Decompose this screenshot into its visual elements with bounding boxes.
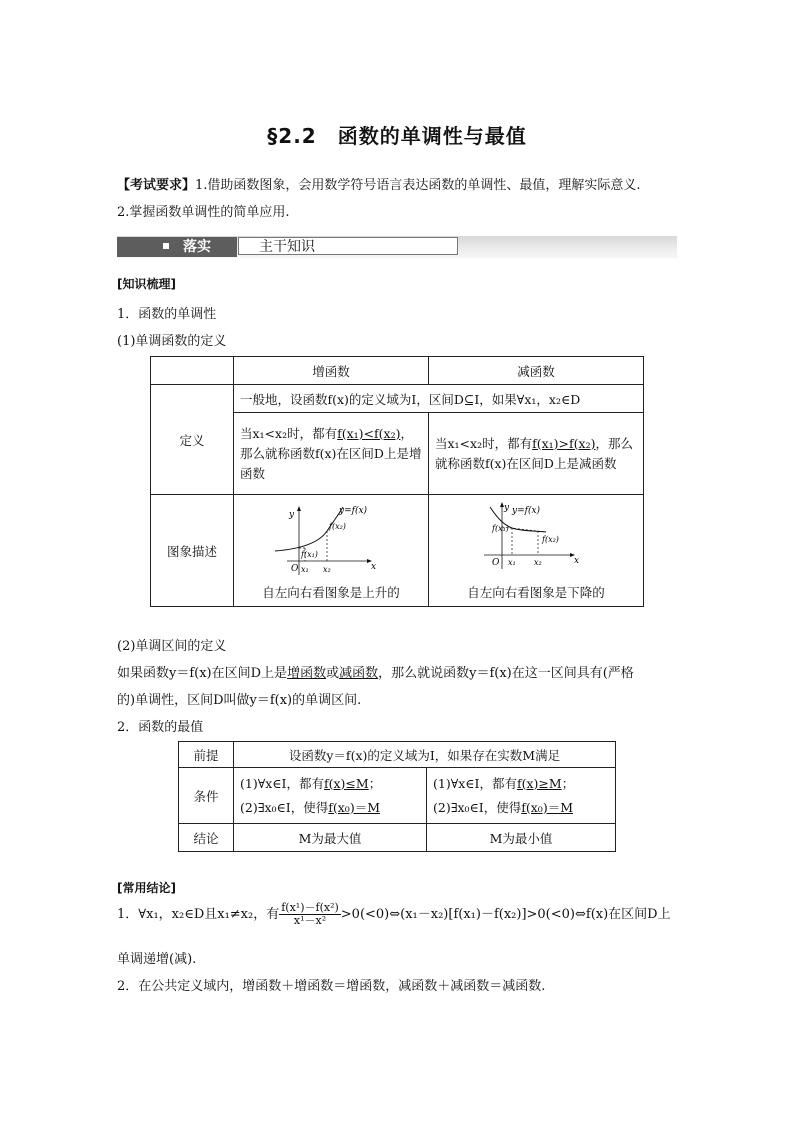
max2-u: f(x₀)＝M xyxy=(328,799,380,815)
min-cond-1 xyxy=(433,772,609,796)
row-graph-label: 图象描述 xyxy=(151,495,234,607)
min-conditions xyxy=(427,768,616,824)
banner-light: 主干知识 xyxy=(238,237,458,255)
banner-dark xyxy=(117,237,237,257)
interval-paragraph-line1 xyxy=(117,662,634,681)
inc-fx1: f(x₁) xyxy=(301,549,318,559)
premise-label: 前提 xyxy=(179,742,234,768)
interval-text-a: 如果函数y＝f(x)在区间D上是 xyxy=(117,666,288,681)
common-line2: 2．在公共定义域内，增函数＋增函数＝增函数，减函数＋减函数＝减函数. xyxy=(117,979,546,994)
dec-x-label: x xyxy=(574,555,580,566)
min1-u: f(x)≥M xyxy=(517,775,562,791)
dec-y-label: y xyxy=(504,502,510,513)
section-banner xyxy=(117,236,677,258)
decreasing-graph xyxy=(476,501,596,571)
banner-dark-label: 落实 xyxy=(183,239,211,255)
page-title: §2.2 函数的单调性与最值 xyxy=(267,124,527,148)
max-cond-2 xyxy=(240,796,420,820)
dec-curve-label: y=f(x) xyxy=(512,505,541,516)
min2-u: f(x₀)＝M xyxy=(521,799,573,815)
min2-a: (2)∃x₀∈I，使得 xyxy=(433,799,522,815)
max-conclusion: M为最大值 xyxy=(234,824,427,852)
sec1-sub1: (1)单调函数的定义 xyxy=(117,334,227,349)
c1-a: 1．∀x₁，x₂∈D且x₁≠x₂，有 xyxy=(117,907,280,922)
inc-x1: x₁ xyxy=(301,564,309,574)
c1-denominator: x¹－x² xyxy=(293,914,327,927)
inc-origin: O xyxy=(291,563,299,574)
exam-requirement-line1 xyxy=(117,174,641,193)
min-cond-2 xyxy=(433,796,609,820)
common-line1 xyxy=(117,902,671,927)
row-define-label: 定义 xyxy=(151,385,234,495)
graph-dec-cell xyxy=(429,495,644,607)
fraction xyxy=(279,902,341,927)
inc-caption: 自左向右看图象是上升的 xyxy=(262,584,400,600)
graph-inc-cell xyxy=(234,495,429,607)
define-common: 一般地，设函数f(x)的定义域为I，区间D⊆I，如果∀x₁，x₂∈D xyxy=(234,385,644,413)
max-conditions xyxy=(234,768,427,824)
interval-paragraph-line2: 的)单调性，区间D叫做y＝f(x)的单调区间. xyxy=(117,693,362,708)
sec2-heading: 2．函数的最值 xyxy=(117,720,204,735)
dec-x2: x₂ xyxy=(534,557,542,567)
dec-text-b: ，那么就称函数f(x)在区间D上是减函数 xyxy=(435,435,633,471)
dec-x1: x₁ xyxy=(508,557,516,567)
exam-tag: 【考试要求】 xyxy=(117,178,196,193)
inc-curve-label: y=f(x) xyxy=(339,505,368,516)
monotonic-table xyxy=(150,356,644,607)
sec1-sub2: (2)单调区间的定义 xyxy=(117,639,227,654)
inc-x2: x₂ xyxy=(323,564,331,574)
c1-numerator: f(x¹)－f(x²) xyxy=(281,901,339,914)
max-cond-1 xyxy=(240,772,420,796)
interval-text-c: ，那么就说函数y＝f(x)在这一区间具有(严格 xyxy=(378,666,634,681)
define-inc xyxy=(234,413,429,495)
interval-dec: 减函数 xyxy=(339,666,379,681)
interval-or: 或 xyxy=(326,666,340,681)
max1-u: f(x)≤M xyxy=(324,775,369,791)
max2-a: (2)∃x₀∈I，使得 xyxy=(240,799,329,815)
cond-label: 条件 xyxy=(179,768,234,824)
extremum-table xyxy=(178,741,616,852)
inc-y-label: y xyxy=(289,509,295,520)
exam-text-2: 2.掌握函数单调性的简单应用. xyxy=(117,205,290,220)
max1-a: (1)∀x∈I，都有 xyxy=(240,775,324,791)
dec-caption: 自左向右看图象是下降的 xyxy=(467,584,605,600)
increasing-graph xyxy=(271,503,391,579)
table1-corner xyxy=(151,357,234,385)
common-line1-cont: 单调递增(减). xyxy=(117,952,197,967)
min1-b: ； xyxy=(561,775,575,791)
inc-fx2: f(x₂) xyxy=(329,521,346,531)
min1-a: (1)∀x∈I，都有 xyxy=(433,775,517,791)
min-conclusion: M为最小值 xyxy=(427,824,616,852)
premise-text: 设函数y＝f(x)的定义域为I，如果存在实数M满足 xyxy=(234,742,616,768)
inc-text-b: ，那么就称函数f(x)在区间D上是增函数 xyxy=(240,425,422,481)
interval-inc: 增函数 xyxy=(287,666,327,681)
table1-header-dec: 减函数 xyxy=(429,357,644,385)
table1-header-inc: 增函数 xyxy=(234,357,429,385)
exam-text-1: 1.借助函数图象，会用数学符号语言表达函数的单调性、最值，理解实际意义. xyxy=(195,178,641,193)
sec1-heading: 1．函数的单调性 xyxy=(117,307,217,322)
dec-fx2: f(x₂) xyxy=(542,534,559,544)
define-dec xyxy=(429,413,644,495)
common-tag: [常用结论] xyxy=(117,881,176,895)
c1-b: >0(<0)⇔(x₁－x₂)[f(x₁)－f(x₂)]>0(<0)⇔f(x)在区间D上 xyxy=(340,907,671,922)
inc-x-label: x xyxy=(371,561,377,572)
dec-text-a: 当x₁<x₂时，都有 xyxy=(435,435,533,451)
concl-label: 结论 xyxy=(179,824,234,852)
inc-condition: f(x₁)<f(x₂) xyxy=(337,425,401,441)
max1-b: ； xyxy=(368,775,382,791)
dec-condition: f(x₁)>f(x₂) xyxy=(532,435,596,451)
dec-fx1: f(x₁) xyxy=(492,523,509,533)
inc-text-a: 当x₁<x₂时，都有 xyxy=(240,425,338,441)
square-bullet-icon xyxy=(163,243,169,249)
knowledge-tag: [知识梳理] xyxy=(117,277,176,291)
dec-origin: O xyxy=(492,557,500,568)
